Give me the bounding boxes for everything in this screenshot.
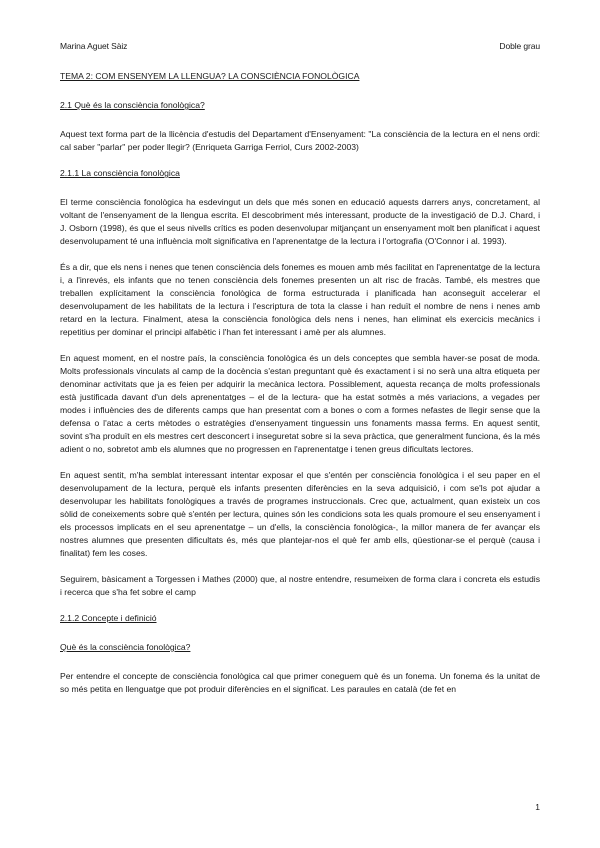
page-number: 1: [535, 802, 540, 812]
section-heading-2-1: 2.1 Què és la consciència fonològica?: [60, 100, 205, 110]
paragraph-5: En aquest sentit, m'ha semblat interessant intentar exposar el que s'entén per consciència fonològica i el seu paper en el desenvolupament de la lectura, perquè els infants presenten diferències en la seva adquisició, i com se'ls pot ajudar a desenvolupar les habilitats fonològiques a través de programes instruccionals. Crec que, actualment, quan existeix un cos sòlid de coneixements sobre què s'entén per lectura, quines són les condicions sota les quals promoure el seu ensenyament i els processos implicats en el seu aprenentatge – un d'ells, la consciència fonològica-, la millor manera de fer avançar els nostres alumnes que presenten dificultats és, més que plantejar-nos el què fer amb ells, qüestionar-se el perquè (causa i finalitat) fem les coses.: [60, 470, 540, 558]
paragraph-3: És a dir, que els nens i nenes que tenen consciència dels fonemes es mouen amb més facilitat en l'aprenentatge de la lectura i, a l'inrevés, els infants que no tenen consciència dels fonemes presenten un alt risc de fracàs. També, els mestres que treballen explícitament la consciència fonològica de forma estructurada i planificada han aconseguit accelerar el desenvolupament de les habilitats de la lectura i l'escriptura de tota la classe i han reduït el nombre de nens i nenes amb retard en la lectura. Finalment, atesa la consciència fonològica dels nens i nenes, han eliminat els exercicis mecànics i repetitius per dominar el principi alfabètic i l'han fet interessant i amè per als alumnes.: [60, 262, 540, 337]
paragraph-2: El terme consciència fonològica ha esdevingut un dels que més sonen en educació aquests darrers anys, concretament, al voltant de l'ensenyament de la llengua escrita. El descobriment més interessant, producte de la investigació de D.J. Chard, i J. Osborn (1998), és que el seus nivells crítics es poden desenvolupar mitjançant un ensenyament molt ben planificat i aquest desenvolupament té una influència molt significativa en l'aprenentatge de la lectura i l'ortografia (O'Connor i al. 1993).: [60, 197, 540, 246]
section-heading-2-1-1: 2.1.1 La consciència fonològica: [60, 168, 180, 178]
paragraph-7: Per entendre el concepte de consciència fonològica cal que primer coneguem què és un fonema. Un fonema és la unitat de so més petita en llenguatge que pot produir diferències en el significat. Les paraules en català (de fet en: [60, 671, 540, 694]
header-author: Marina Aguet Sàiz: [60, 41, 128, 51]
document-body: [60, 70, 540, 709]
paragraph-1: Aquest text forma part de la llicència d'estudis del Departament d'Ensenyament: "La consciència de la lectura en el nens ordi: cal saber "parlar" per poder llegir? (Enriqueta Garriga Ferriol, Curs 2002-2003): [60, 129, 540, 152]
subsection-heading: Què és la consciència fonològica?: [60, 642, 191, 652]
document-title: TEMA 2: COM ENSENYEM LA LLENGUA? LA CONSCIÈNCIA FONOLÒGICA: [60, 71, 360, 81]
paragraph-6: Seguirem, bàsicament a Torgessen i Mathes (2000) que, al nostre entendre, resumeixen de forma clara i concreta els estudis i recerca que s'ha fet sobre el camp: [60, 574, 540, 597]
paragraph-4: En aquest moment, en el nostre país, la consciència fonològica és un dels conceptes que sembla haver-se posat de moda. Molts professionals vinculats al camp de la docència s'estan preguntant què és exactament i si no serà una altra etiqueta per denominar activitats que ja es feien per adquirir la mecànica lectora. Possiblement, aquesta recança de molts professionals està justificada davant d'un dels aprenentatges – el de la lectura- que ha estat sotmès a més variacions, a vegades per modes i influències des de diferents camps que han presentat com a bones o com a formes nefastes de llegir sense que la defensa o l'atac a certs mètodes o estratègies d'ensenyament tinguessin uns fonaments massa ferms. En aquest sentit, sovint s'ha produït en els mestres cert desconcert i inseguretat sobre si la seva pràctica, que generalment funciona, és la més adient o no, sobretot amb els alumnes que no progressen en l'aprenentatge i tenen greus dificultats lectores.: [60, 353, 540, 454]
section-heading-2-1-2: 2.1.2 Concepte i definició: [60, 613, 157, 623]
header-course: Doble grau: [499, 41, 540, 51]
